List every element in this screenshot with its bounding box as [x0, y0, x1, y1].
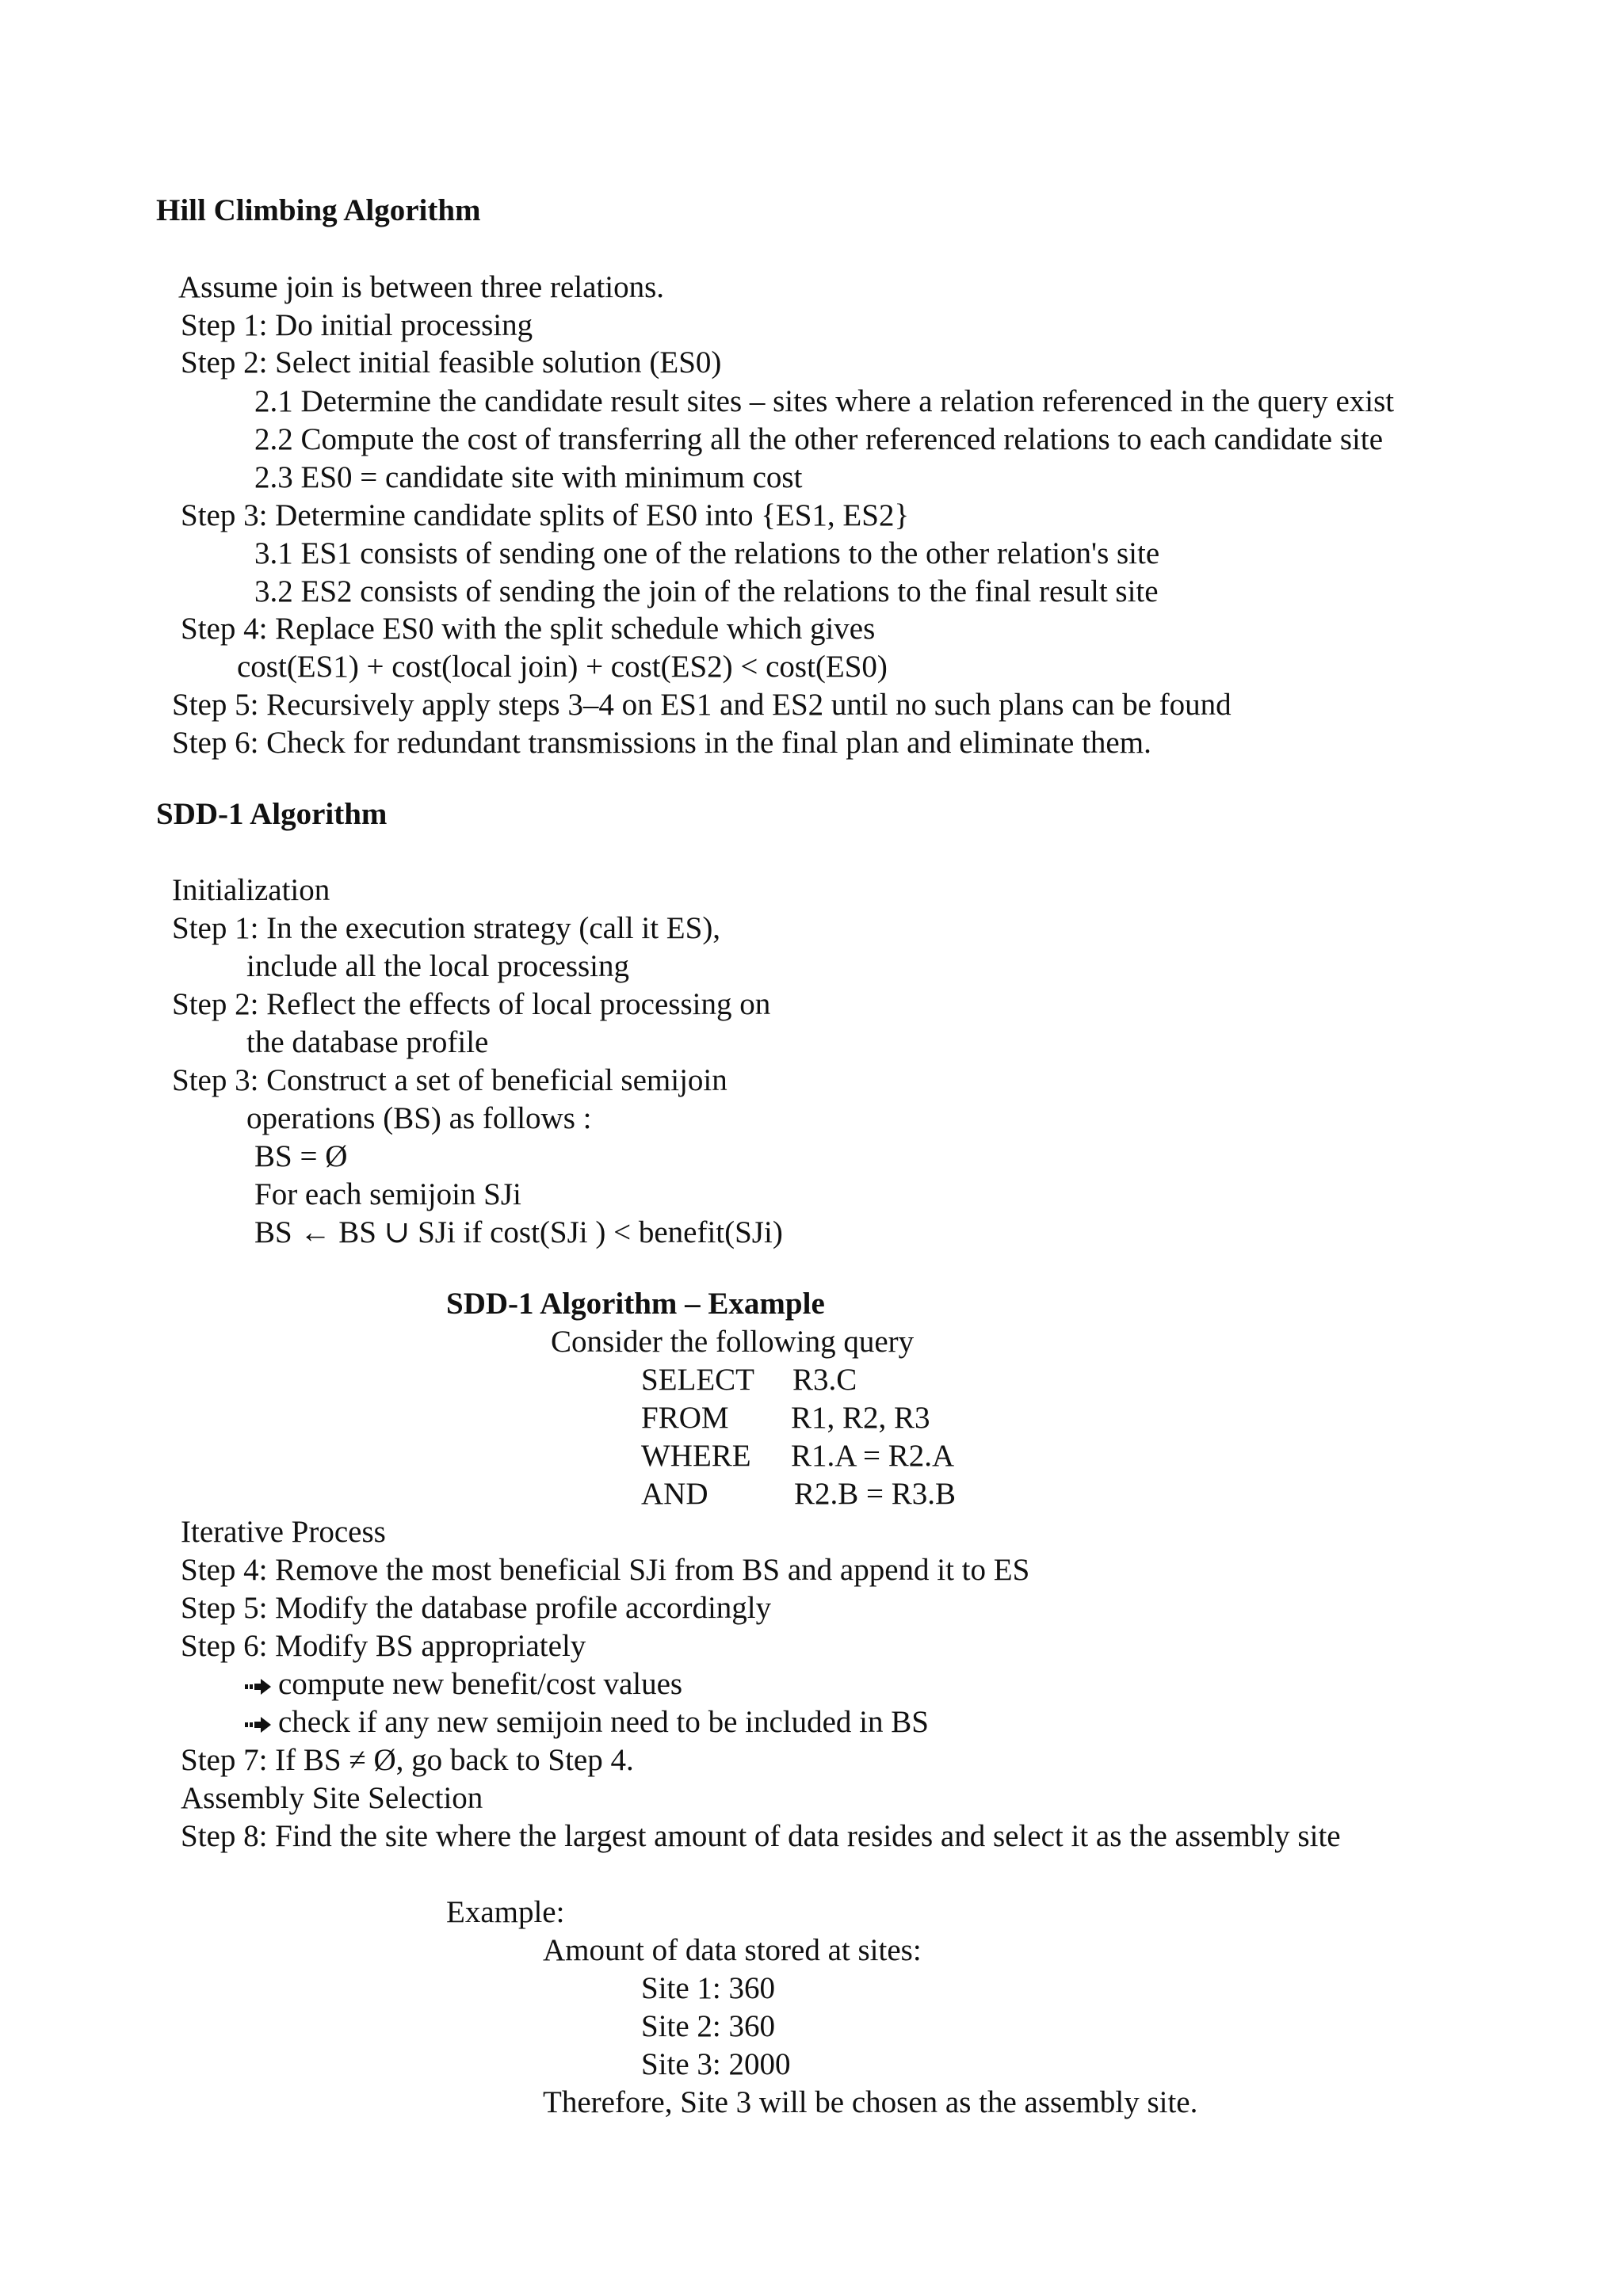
iterative-bullet-text: check if any new semijoin need to be included in BS [278, 1705, 929, 1739]
query-value: R3.C [792, 1363, 857, 1397]
iterative-line: Step 8: Find the site where the largest amount of data resides and select it as the assembly site [181, 1819, 1341, 1853]
hill-climbing-line: Step 4: Replace ES0 with the split schedule which gives [181, 612, 876, 646]
hill-climbing-line: 2.1 Determine the candidate result sites – sites where a relation referenced in the query exist [254, 384, 1395, 418]
sdd1-line: Step 3: Construct a set of beneficial semijoin [172, 1063, 727, 1097]
sdd1-line: operations (BS) as follows : [246, 1101, 592, 1135]
assembly-example-line: Amount of data stored at sites: [543, 1933, 922, 1967]
query-keyword: FROM [641, 1401, 729, 1435]
sdd1-line: For each semijoin SJi [254, 1177, 521, 1211]
assembly-example-line: Site 2: 360 [641, 2009, 776, 2043]
hill-climbing-line: Step 6: Check for redundant transmissions in the final plan and eliminate them. [172, 726, 1151, 760]
example-intro: Consider the following query [551, 1325, 915, 1359]
query-keyword: WHERE [641, 1439, 751, 1473]
iterative-bullet-line [245, 1665, 682, 1703]
hill-climbing-line: 3.1 ES1 consists of sending one of the relations to the other relation's site [254, 536, 1160, 570]
hill-climbing-line: Step 1: Do initial processing [181, 308, 533, 342]
query-value: R1.A = R2.A [791, 1439, 955, 1473]
hill-climbing-line: 2.2 Compute the cost of transferring all the other referenced relations to each candidate site [254, 422, 1384, 456]
hill-climbing-line: Step 5: Recursively apply steps 3–4 on ES1 and ES2 until no such plans can be found [172, 688, 1232, 722]
assembly-example-line: Example: [446, 1895, 565, 1929]
hill-climbing-line: 2.3 ES0 = candidate site with minimum cost [254, 460, 803, 494]
iterative-line: Step 6: Modify BS appropriately [181, 1629, 586, 1663]
iterative-line: Assembly Site Selection [181, 1781, 483, 1815]
query-value: R2.B = R3.B [794, 1477, 957, 1511]
hill-climbing-line: cost(ES1) + cost(local join) + cost(ES2) < cost(ES0) [237, 650, 888, 684]
hill-climbing-line: Assume join is between three relations. [178, 270, 665, 304]
right-arrow-icon [245, 1715, 272, 1734]
iterative-bullet-text: compute new benefit/cost values [278, 1667, 683, 1701]
hill-climbing-line: Step 3: Determine candidate splits of ES0 into {ES1, ES2} [181, 498, 910, 532]
sdd1-line: BS ← BS ∪ SJi if cost(SJi ) < benefit(SJi) [254, 1215, 783, 1249]
right-arrow-icon [245, 1677, 272, 1696]
sdd1-line: BS = Ø [254, 1139, 348, 1173]
sdd1-heading: SDD-1 Algorithm [156, 797, 388, 831]
hill-climbing-line: Step 2: Select initial feasible solution (ES0) [181, 345, 722, 379]
iterative-line: Step 5: Modify the database profile accordingly [181, 1591, 772, 1625]
iterative-bullet-line [245, 1703, 929, 1741]
assembly-example-line: Site 3: 2000 [641, 2047, 791, 2081]
hill-climbing-heading: Hill Climbing Algorithm [156, 193, 481, 227]
iterative-line: Step 7: If BS ≠ Ø, go back to Step 4. [181, 1743, 634, 1777]
iterative-line: Step 4: Remove the most beneficial SJi from BS and append it to ES [181, 1553, 1030, 1587]
query-keyword: AND [641, 1477, 708, 1511]
sdd1-line: Step 2: Reflect the effects of local processing on [172, 987, 771, 1021]
assembly-example-line: Site 1: 360 [641, 1971, 776, 2005]
sdd1-line: Step 1: In the execution strategy (call it ES), [172, 911, 721, 945]
sdd1-line: the database profile [246, 1025, 489, 1059]
query-keyword: SELECT [641, 1363, 754, 1397]
sdd1-line: Initialization [172, 873, 330, 907]
sdd1-line: include all the local processing [246, 949, 630, 983]
iterative-line: Iterative Process [181, 1515, 386, 1549]
sdd1-example-heading: SDD-1 Algorithm – Example [446, 1287, 825, 1321]
hill-climbing-line: 3.2 ES2 consists of sending the join of the relations to the final result site [254, 574, 1159, 608]
assembly-example-line: Therefore, Site 3 will be chosen as the assembly site. [543, 2085, 1198, 2119]
query-value: R1, R2, R3 [791, 1401, 930, 1435]
